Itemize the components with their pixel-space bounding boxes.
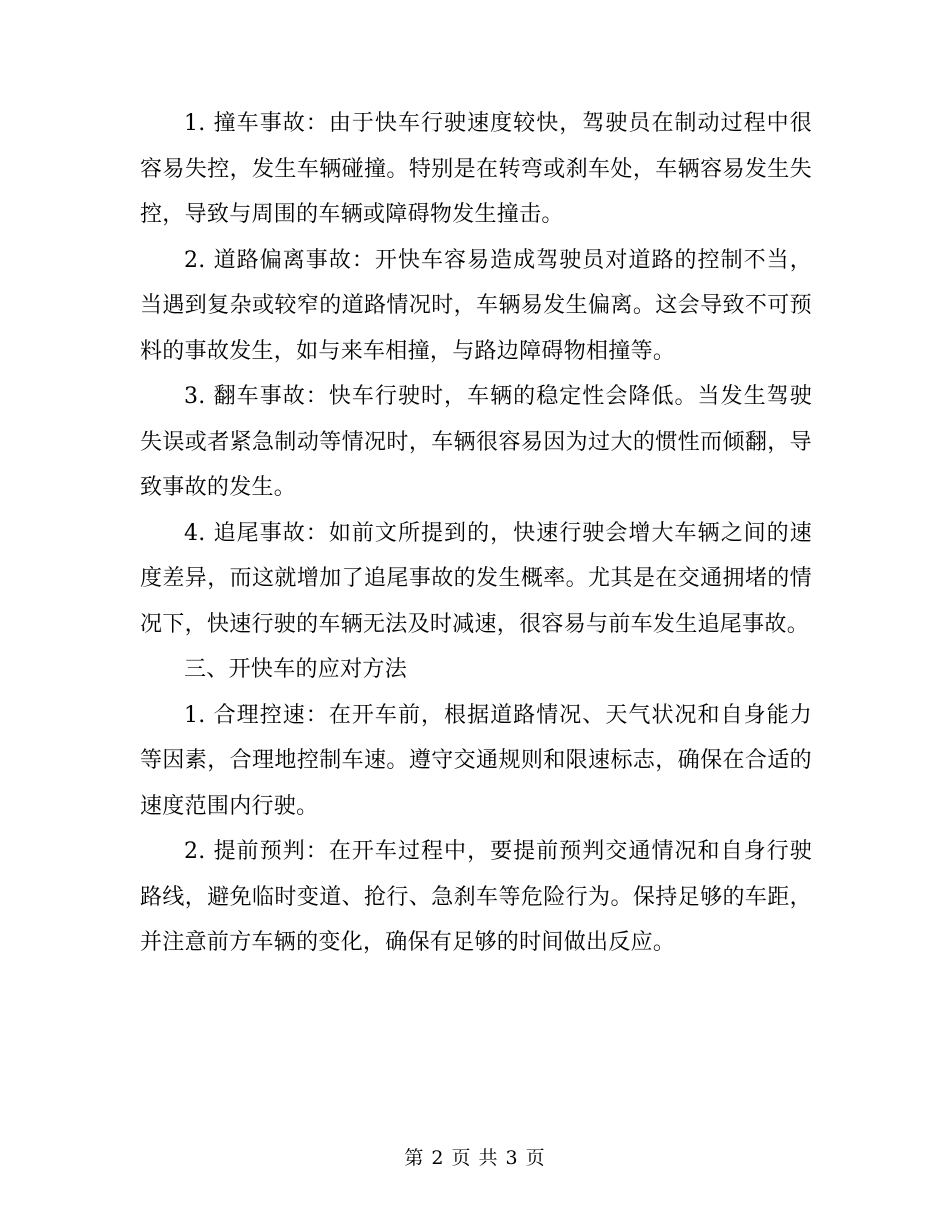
paragraph-rollover-accident: 3. 翻车事故：快车行驶时，车辆的稳定性会降低。当发生驾驶失误或者紧急制动等情况时，车辆很容易因为过大的惯性而倾翻，导致事故的发生。 bbox=[140, 384, 812, 500]
section-heading-countermeasures: 三、开快车的应对方法 bbox=[184, 657, 408, 682]
paragraph-anticipation: 2. 提前预判：在开车过程中，要提前预判交通情况和自身行驶路线，避免临时变道、抢行、急刹车等危险行为。保持足够的车距，并注意前方车辆的变化，确保有足够的时间做出反应。 bbox=[140, 839, 812, 955]
paragraph-rear-end-accident: 4. 追尾事故：如前文所提到的，快速行驶会增大车辆之间的速度差异，而这就增加了追尾事故的发生概率。尤其是在交通拥堵的情况下，快速行驶的车辆无法及时减速，很容易与前车发生追尾事故。 bbox=[140, 520, 812, 637]
document-body bbox=[140, 101, 812, 966]
paragraph-road-departure-accident: 2. 道路偏离事故：开快车容易造成驾驶员对道路的控制不当，当遇到复杂或较窄的道路情况时，车辆易发生偏离。这会导致不可预料的事故发生，如与来车相撞，与路边障碍物相撞等。 bbox=[140, 247, 812, 364]
paragraph-collision-accident: 1. 撞车事故：由于快车行驶速度较快，驾驶员在制动过程中很容易失控，发生车辆碰撞。特别是在转弯或刹车处，车辆容易发生失控，导致与周围的车辆或障碍物发生撞击。 bbox=[140, 111, 812, 227]
paragraph-speed-control: 1. 合理控速：在开车前，根据道路情况、天气状况和自身能力等因素，合理地控制车速。遵守交通规则和限速标志，确保在合适的速度范围内行驶。 bbox=[140, 702, 812, 819]
page-number-footer: 第 2 页 共 3 页 bbox=[404, 1147, 546, 1169]
